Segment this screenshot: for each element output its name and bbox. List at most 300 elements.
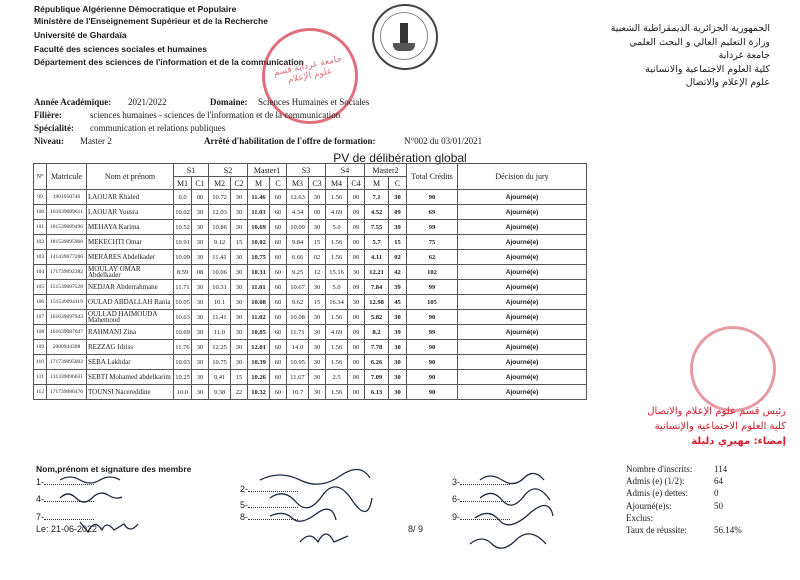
num-cell: 110	[34, 355, 47, 370]
decision-cell: Ajourné(e)	[458, 250, 587, 265]
c1-cell: 30	[192, 310, 209, 325]
c2-cell: 30	[231, 265, 248, 280]
master2-m-cell: 7.78	[365, 340, 389, 355]
c4-cell: 00	[348, 310, 365, 325]
master2-m-cell: 4.11	[365, 250, 389, 265]
master1-m-cell: 11.01	[248, 280, 270, 295]
m1-cell: 10.05	[174, 295, 192, 310]
decision-cell: Ajourné(e)	[458, 280, 587, 295]
master1-m-cell: 10.69	[248, 220, 270, 235]
c1-cell: 30	[192, 250, 209, 265]
master2-c-cell: 39	[389, 220, 407, 235]
master1-c-cell: 60	[270, 250, 287, 265]
c3-cell: 30	[309, 385, 326, 400]
annee-value: 2021/2022	[128, 97, 167, 107]
master1-m-cell: 10.31	[248, 265, 270, 280]
name-cell: LAOUAR Khaled	[87, 190, 174, 205]
m3-cell: 9.84	[287, 235, 309, 250]
num-cell: 99	[34, 190, 47, 205]
num-cell: 104	[34, 265, 47, 280]
matricule-cell: 151539094119	[47, 295, 87, 310]
matricule-cell: 151539087528	[47, 280, 87, 295]
c4-cell: 30	[348, 295, 365, 310]
m1-cell: 10.52	[174, 220, 192, 235]
stat-label: Exclus:	[626, 512, 653, 523]
name-cell: MERARES Abdelkader	[87, 250, 174, 265]
master1-c-cell: 60	[270, 190, 287, 205]
master1-m-cell: 10.02	[248, 235, 270, 250]
m2-cell: 12.03	[209, 205, 231, 220]
header-fr-line: République Algérienne Démocratique et Populaire	[34, 4, 237, 14]
c1-cell: 30	[192, 385, 209, 400]
document-date: Le: 21-06-2022	[36, 524, 98, 534]
annee-label: Année Académique:	[34, 97, 112, 107]
filiere-value: sciences humaines - sciences de l'information et de la communication	[90, 110, 341, 120]
m2-cell: 9.38	[209, 385, 231, 400]
master2-m-cell: 5.82	[365, 310, 389, 325]
signature-label: 2-	[240, 484, 249, 494]
num-cell: 112	[34, 385, 47, 400]
col-s2: S2	[209, 164, 248, 177]
c3-cell: 00	[309, 205, 326, 220]
name-cell: OULLAD HAIMOUDA Mahemoud	[87, 310, 174, 325]
decision-cell: Ajourné(e)	[458, 190, 587, 205]
m4-cell: 1.56	[326, 250, 348, 265]
signature-label: 6-	[452, 494, 461, 504]
col-m4: M4	[326, 177, 348, 190]
num-cell: 103	[34, 250, 47, 265]
master1-c-cell: 60	[270, 265, 287, 280]
master2-c-cell: 39	[389, 280, 407, 295]
table-row	[34, 205, 587, 220]
header-ar-line: جامعة غرداية	[718, 50, 770, 61]
m3-cell: 10.67	[287, 280, 309, 295]
m1-cell: 0.0	[174, 190, 192, 205]
master2-m-cell: 7.09	[365, 370, 389, 385]
c4-cell: 00	[348, 190, 365, 205]
master1-m-cell: 10.75	[248, 250, 270, 265]
c2-cell: 15	[231, 235, 248, 250]
c2-cell: 15	[231, 370, 248, 385]
pv-title: PV de délibération global	[333, 151, 467, 165]
total-cell: 102	[407, 265, 458, 280]
c3-cell: 30	[309, 370, 326, 385]
master2-c-cell: 42	[389, 265, 407, 280]
master1-m-cell: 10.32	[248, 385, 270, 400]
master2-c-cell: 09	[389, 205, 407, 220]
m4-cell: 1.56	[326, 340, 348, 355]
col-decision: Décision du jury	[458, 164, 587, 190]
m3-cell: 12.63	[287, 190, 309, 205]
num-cell: 105	[34, 280, 47, 295]
decision-cell: Ajourné(e)	[458, 355, 587, 370]
total-cell: 105	[407, 295, 458, 310]
col-m2: M2	[209, 177, 231, 190]
c4-cell: 00	[348, 250, 365, 265]
total-cell: 90	[407, 340, 458, 355]
c4-cell: 00	[348, 340, 365, 355]
total-cell: 90	[407, 385, 458, 400]
header-fr-line: Université de Ghardaïa	[34, 30, 127, 40]
table-row	[34, 250, 587, 265]
stat-value: 64	[714, 476, 723, 487]
c1-cell: 30	[192, 370, 209, 385]
c1-cell: 08	[192, 265, 209, 280]
c4-cell: 00	[348, 235, 365, 250]
decision-cell: Ajourné(e)	[458, 370, 587, 385]
stat-label: Admis (e) (1/2):	[626, 476, 685, 487]
table-row	[34, 280, 587, 295]
total-cell: 99	[407, 280, 458, 295]
master2-m-cell: 12.21	[365, 265, 389, 280]
matricule-cell: 171739095002	[47, 355, 87, 370]
name-cell: RAHMANI Zina	[87, 325, 174, 340]
niveau-value: Master 2	[80, 136, 112, 146]
m3-cell: 11.71	[287, 325, 309, 340]
col-num: N°	[34, 164, 47, 190]
table-row	[34, 190, 587, 205]
m2-cell: 11.41	[209, 310, 231, 325]
c1-cell: 30	[192, 295, 209, 310]
master2-m-cell: 7.84	[365, 280, 389, 295]
table-row	[34, 370, 587, 385]
m2-cell: 11.0	[209, 325, 231, 340]
m3-cell: 4.34	[287, 205, 309, 220]
num-cell: 101	[34, 220, 47, 235]
stat-row	[626, 487, 742, 499]
c3-cell: 30	[309, 325, 326, 340]
stat-value: 114	[714, 464, 728, 474]
name-cell: SEBTI Mohamed abdelkarim	[87, 370, 174, 385]
col-c4: C4	[348, 177, 365, 190]
master1-c-cell: 60	[270, 325, 287, 340]
c2-cell: 30	[231, 220, 248, 235]
c2-cell: 30	[231, 355, 248, 370]
master2-m-cell: 8.2	[365, 325, 389, 340]
decision-cell: Ajourné(e)	[458, 265, 587, 280]
col-c2: C2	[231, 177, 248, 190]
name-cell: NEDJAR Abderrahmane	[87, 280, 174, 295]
total-cell: 90	[407, 310, 458, 325]
m1-cell: 10.25	[174, 370, 192, 385]
num-cell: 107	[34, 310, 47, 325]
stat-value: 50	[714, 500, 723, 511]
m4-cell: 1.56	[326, 355, 348, 370]
total-cell: 62	[407, 250, 458, 265]
master1-c-cell: 60	[270, 340, 287, 355]
master1-m-cell: 10.85	[248, 325, 270, 340]
master2-m-cell: 4.52	[365, 205, 389, 220]
decision-cell: Ajourné(e)	[458, 340, 587, 355]
name-cell: MEHAYA Karima	[87, 220, 174, 235]
col-c3: C3	[309, 177, 326, 190]
c2-cell: 30	[231, 205, 248, 220]
m4-cell: 1.56	[326, 310, 348, 325]
matricule-cell: 2000944398	[47, 340, 87, 355]
deliberation-table	[33, 163, 587, 400]
table-row	[34, 220, 587, 235]
m3-cell: 14.0	[287, 340, 309, 355]
m4-cell: 1.56	[326, 385, 348, 400]
total-cell: 75	[407, 235, 458, 250]
total-cell: 69	[407, 205, 458, 220]
handwritten-signatures	[0, 460, 620, 580]
col-m: M	[365, 177, 389, 190]
statistics-block	[626, 463, 742, 536]
m2-cell: 9.41	[209, 370, 231, 385]
c2-cell: 30	[231, 310, 248, 325]
c4-cell: 09	[348, 325, 365, 340]
matricule-cell: 141439077206	[47, 250, 87, 265]
stat-row	[626, 475, 742, 487]
master1-m-cell: 11.03	[248, 205, 270, 220]
table-row	[34, 295, 587, 310]
m4-cell: 15.16	[326, 265, 348, 280]
table-row	[34, 340, 587, 355]
stat-label: Nombre d'inscrits:	[626, 464, 693, 474]
c2-cell: 30	[231, 325, 248, 340]
c2-cell: 30	[231, 280, 248, 295]
m1-cell: 11.76	[174, 340, 192, 355]
c1-cell: 30	[192, 355, 209, 370]
arrete-value: N°002 du 03/01/2021	[404, 136, 483, 146]
col-s3: S3	[287, 164, 326, 177]
header-ar-line: كلية العلوم الاجتماعية والانسانية	[645, 63, 770, 75]
signature-label: 1-	[36, 477, 45, 487]
master1-c-cell: 60	[270, 220, 287, 235]
master2-c-cell: 30	[389, 190, 407, 205]
col-matricule: Matricule	[47, 164, 87, 190]
c1-cell: 30	[192, 205, 209, 220]
m2-cell: 10.75	[209, 355, 231, 370]
master2-m-cell: 5.7	[365, 235, 389, 250]
matricule-cell: 171739092382	[47, 265, 87, 280]
total-cell: 99	[407, 325, 458, 340]
stamp-text: جامعة غرداية قسم علوم الإعلام	[272, 54, 344, 86]
master2-m-cell: 6.26	[365, 355, 389, 370]
m3-cell: 9.62	[287, 295, 309, 310]
c1-cell: 30	[192, 235, 209, 250]
c1-cell: 30	[192, 340, 209, 355]
master1-c-cell: 60	[270, 205, 287, 220]
header-fr-line: Faculté des sciences sociales et humaines	[34, 43, 207, 54]
header-fr-line: Département des sciences de l'information et de la communication	[34, 57, 304, 67]
master2-m-cell: 6.13	[365, 385, 389, 400]
m4-cell: 1.56	[326, 190, 348, 205]
total-cell: 90	[407, 370, 458, 385]
decision-cell: Ajourné(e)	[458, 385, 587, 400]
signature-label: 5-	[240, 500, 249, 510]
m1-cell: 10.91	[174, 235, 192, 250]
domaine-value: Sciences Humaines et Sociales	[258, 97, 370, 107]
c3-cell: 30	[309, 190, 326, 205]
c4-cell: 09	[348, 205, 365, 220]
col-m3: M3	[287, 177, 309, 190]
master2-c-cell: 02	[389, 250, 407, 265]
m1-cell: 10.02	[174, 205, 192, 220]
master2-c-cell: 30	[389, 370, 407, 385]
signature-label: 7-	[36, 512, 45, 522]
col-s4: S4	[326, 164, 365, 177]
master2-c-cell: 45	[389, 295, 407, 310]
matricule-cell: 181539089496	[47, 220, 87, 235]
c4-cell: 09	[348, 220, 365, 235]
signature-label: 8-	[240, 512, 249, 522]
total-cell: 90	[407, 355, 458, 370]
stat-value: 56.14%	[714, 525, 742, 536]
decision-cell: Ajourné(e)	[458, 310, 587, 325]
master1-m-cell: 12.01	[248, 340, 270, 355]
master2-m-cell: 7.55	[365, 220, 389, 235]
stat-label: Taux de réussite:	[626, 525, 687, 536]
m2-cell: 11.41	[209, 250, 231, 265]
stat-label: Ajourné(e)s:	[626, 500, 672, 511]
c3-cell: 30	[309, 355, 326, 370]
decision-cell: Ajourné(e)	[458, 220, 587, 235]
m3-cell: 11.67	[287, 370, 309, 385]
table-row	[34, 310, 587, 325]
stat-row	[626, 512, 742, 524]
c1-cell: 30	[192, 220, 209, 235]
signature-line: رئيس قسم علوم الإعلام والاتصال	[647, 406, 786, 417]
col-c1: C1	[192, 177, 209, 190]
head-of-department-signature	[647, 404, 786, 449]
header-fr-line: Ministère de l'Enseignement Supérieur et de la Recherche	[34, 15, 268, 26]
c2-cell: 30	[231, 190, 248, 205]
m4-cell: 5.0	[326, 220, 348, 235]
matricule-cell: 161639089611	[47, 205, 87, 220]
m1-cell: 8.59	[174, 265, 192, 280]
table-row	[34, 235, 587, 250]
c4-cell: 00	[348, 355, 365, 370]
header-ar-line: علوم الإعلام والاتصال	[685, 77, 770, 88]
decision-cell: Ajourné(e)	[458, 295, 587, 310]
m1-cell: 10.09	[174, 250, 192, 265]
m4-cell: 2.5	[326, 370, 348, 385]
master2-c-cell: 30	[389, 310, 407, 325]
name-cell: MEKECHTI Omar	[87, 235, 174, 250]
m4-cell: 16.34	[326, 295, 348, 310]
c4-cell: 00	[348, 385, 365, 400]
master1-c-cell: 60	[270, 355, 287, 370]
m2-cell: 12.25	[209, 340, 231, 355]
signature-line: إمضاء: مهيري دليلة	[691, 436, 786, 447]
header-ar-line: الجمهورية الجزائرية الديمقراطية الشعبية	[610, 23, 770, 34]
stat-row	[626, 500, 742, 512]
col-master1: Master1	[248, 164, 287, 177]
m4-cell: 4.69	[326, 325, 348, 340]
master1-c-cell: 60	[270, 295, 287, 310]
name-cell: LAOUAR Yousra	[87, 205, 174, 220]
m3-cell: 10.95	[287, 355, 309, 370]
table-row	[34, 265, 587, 280]
filiere-label: Filière:	[34, 110, 62, 120]
c4-cell: 09	[348, 280, 365, 295]
signatures-title: Nom,prénom et signature des membre	[36, 464, 192, 474]
num-cell: 108	[34, 325, 47, 340]
specialite-value: communication et relations publiques	[90, 123, 226, 133]
c4-cell: 00	[348, 370, 365, 385]
master1-c-cell: 60	[270, 280, 287, 295]
stat-row	[626, 463, 742, 475]
master1-m-cell: 11.02	[248, 310, 270, 325]
name-cell: TOUNSI Nacereddine	[87, 385, 174, 400]
total-cell: 90	[407, 190, 458, 205]
c1-cell: 00	[192, 190, 209, 205]
signature-label: 3-	[452, 477, 461, 487]
master2-c-cell: 39	[389, 325, 407, 340]
c3-cell: 30	[309, 280, 326, 295]
master2-c-cell: 30	[389, 385, 407, 400]
num-cell: 102	[34, 235, 47, 250]
num-cell: 100	[34, 205, 47, 220]
m4-cell: 5.0	[326, 280, 348, 295]
table-row	[34, 325, 587, 340]
decision-cell: Ajourné(e)	[458, 205, 587, 220]
header-french	[34, 4, 304, 69]
decision-cell: Ajourné(e)	[458, 325, 587, 340]
c1-cell: 30	[192, 280, 209, 295]
matricule-cell: 131339096031	[47, 370, 87, 385]
page-number: 8/ 9	[408, 524, 424, 534]
master1-c-cell: 60	[270, 385, 287, 400]
matricule-cell: 181539095968	[47, 235, 87, 250]
m2-cell: 10.1	[209, 295, 231, 310]
col-nom: Nom et prénom	[87, 164, 174, 190]
m2-cell: 10.86	[209, 220, 231, 235]
total-cell: 99	[407, 220, 458, 235]
m1-cell: 11.71	[174, 280, 192, 295]
header-arabic	[611, 22, 770, 90]
stat-value: 0	[714, 488, 719, 499]
col-m: M	[248, 177, 270, 190]
m2-cell: 10.31	[209, 280, 231, 295]
master1-c-cell: 60	[270, 370, 287, 385]
c2-cell: 30	[231, 295, 248, 310]
c3-cell: 30	[309, 340, 326, 355]
col-c: C	[389, 177, 407, 190]
university-logo	[372, 4, 438, 70]
master1-c-cell: 60	[270, 235, 287, 250]
matricule-cell: 161639097943	[47, 310, 87, 325]
matricule-cell: 161639087647	[47, 325, 87, 340]
master1-m-cell: 10.39	[248, 355, 270, 370]
m4-cell: 1.56	[326, 235, 348, 250]
c3-cell: 02	[309, 250, 326, 265]
c3-cell: 12	[309, 265, 326, 280]
master1-m-cell: 11.46	[248, 190, 270, 205]
master2-c-cell: 30	[389, 340, 407, 355]
master1-c-cell: 60	[270, 310, 287, 325]
m2-cell: 9.12	[209, 235, 231, 250]
c3-cell: 30	[309, 220, 326, 235]
num-cell: 106	[34, 295, 47, 310]
name-cell: OULAD ABDALLAH Rania	[87, 295, 174, 310]
m2-cell: 10.72	[209, 190, 231, 205]
header-ar-line: وزارة التعليم العالي و البحث العلمي	[629, 36, 770, 48]
master1-m-cell: 10.26	[248, 370, 270, 385]
signature-label: 9-	[452, 512, 461, 522]
c3-cell: 30	[309, 310, 326, 325]
m2-cell: 10.06	[209, 265, 231, 280]
c2-cell: 30	[231, 250, 248, 265]
num-cell: 111	[34, 370, 47, 385]
name-cell: MOULAY OMAR Abdelkader	[87, 265, 174, 280]
specialite-label: Spécialité:	[34, 123, 74, 133]
niveau-label: Niveau:	[34, 136, 64, 146]
master1-m-cell: 10.08	[248, 295, 270, 310]
name-cell: SEBA Lakhdar	[87, 355, 174, 370]
